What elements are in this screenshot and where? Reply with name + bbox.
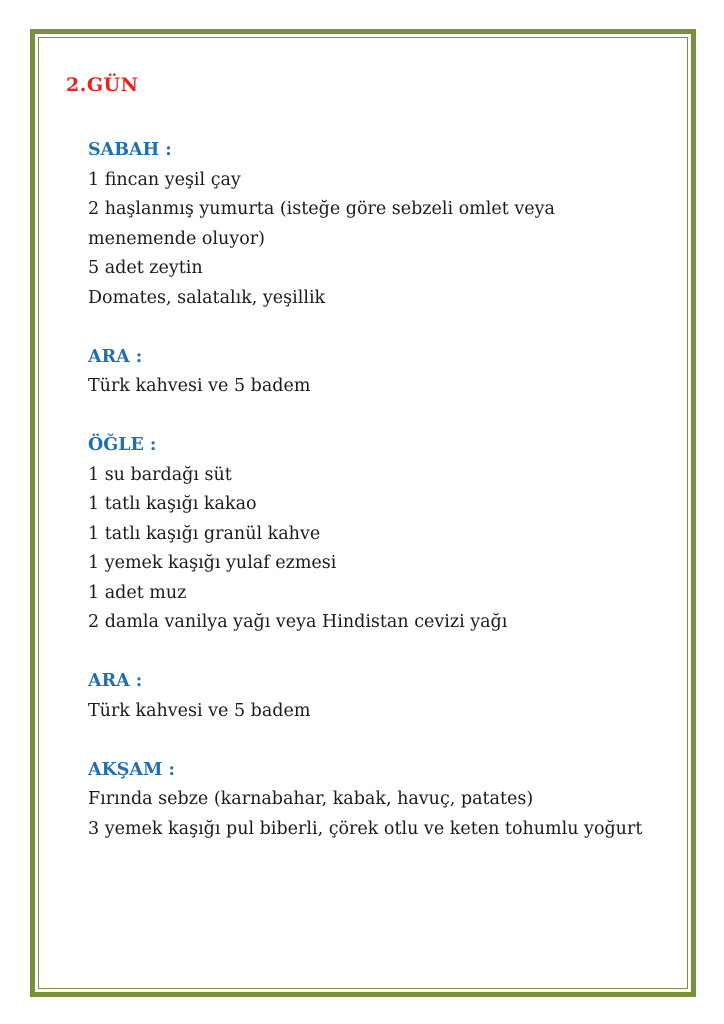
section-title: AKŞAM : bbox=[88, 759, 175, 780]
section-title: ÖĞLE : bbox=[88, 435, 157, 455]
list-item: 1 yemek kaşığı yulaf ezmesi bbox=[88, 553, 337, 573]
list-item: Türk kahvesi ve 5 badem bbox=[88, 700, 311, 721]
list-item: 5 adet zeytin bbox=[88, 258, 203, 278]
section-title: ARA : bbox=[88, 346, 143, 367]
meal-plan bbox=[88, 136, 688, 874]
section-title: ARA : bbox=[88, 671, 143, 691]
list-item: 1 su bardağı süt bbox=[88, 464, 232, 485]
list-item: 1 tatlı kaşığı granül kahve bbox=[88, 523, 321, 544]
list-item: 1 tatlı kaşığı kakao bbox=[88, 494, 257, 514]
list-item: 1 adet muz bbox=[88, 582, 187, 603]
day-title: 2.GÜN bbox=[66, 74, 139, 96]
section-dinner bbox=[88, 756, 688, 845]
list-item: 2 damla vanilya yağı veya Hindistan cevizi yağı bbox=[88, 612, 508, 632]
section-lunch bbox=[88, 431, 688, 638]
section-snack-1 bbox=[88, 343, 688, 402]
section-title: SABAH : bbox=[88, 140, 172, 160]
section-breakfast bbox=[88, 136, 688, 313]
list-item: 3 yemek kaşığı pul biberli, çörek otlu ve keten tohumlu yoğurt bbox=[88, 818, 643, 839]
section-snack-2 bbox=[88, 667, 688, 726]
list-item: 1 fincan yeşil çay bbox=[88, 169, 241, 190]
list-item: 2 haşlanmış yumurta (isteğe göre sebzeli omlet veya menemende oluyor) bbox=[88, 199, 555, 249]
list-item: Fırında sebze (karnabahar, kabak, havuç, patates) bbox=[88, 789, 534, 809]
list-item: Domates, salatalık, yeşillik bbox=[88, 287, 326, 308]
list-item: Türk kahvesi ve 5 badem bbox=[88, 376, 311, 396]
